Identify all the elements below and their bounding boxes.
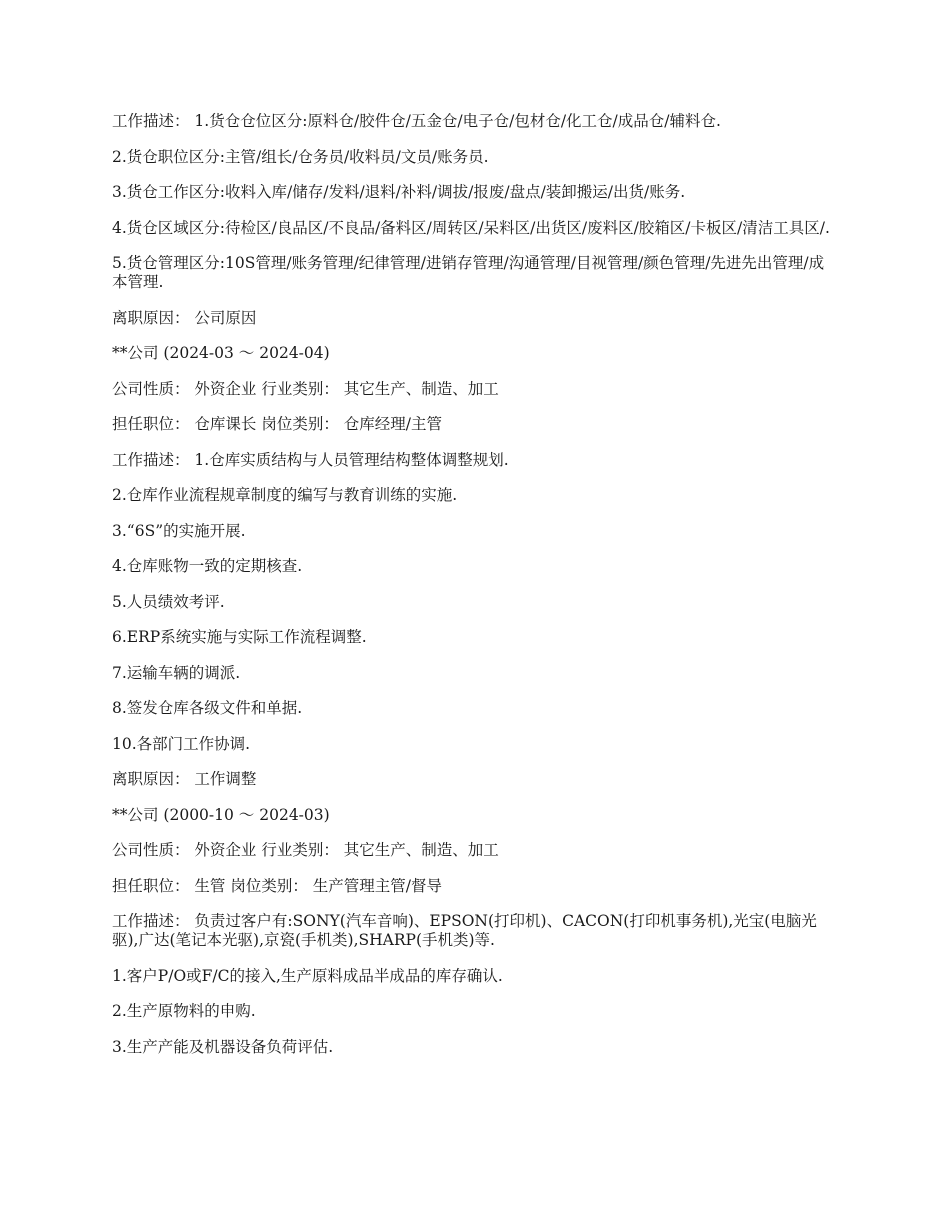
position-info: 担任职位： 仓库课长 岗位类别： 仓库经理/主管 (112, 415, 443, 433)
work-description-paragraph: 工作描述： 1.仓库实质结构与人员管理结构整体调整规划. (112, 450, 509, 469)
list-item: 5.货仓管理区分:10S管理/账务管理/纪律管理/进销存管理/沟通管理/目视管理/颜色管理/先进先出管理/成本管理. (112, 254, 825, 291)
leaving-reason: 离职原因： 公司原因 (112, 308, 257, 327)
list-item: 7.运输车辆的调派. (112, 663, 241, 682)
list-item: 3.货仓工作区分:收料入库/储存/发料/退料/补料/调拔/报废/盘点/装卸搬运/出货/账务. (112, 183, 686, 201)
company-nature: 公司性质： 外资企业 行业类别： 其它生产、制造、加工 (112, 379, 499, 398)
list-item: 2.货仓职位区分:主管/组长/仓务员/收料员/文员/账务员. (112, 147, 489, 166)
leaving-reason: 离职原因： 工作调整 (112, 770, 257, 788)
list-item: 10.各部门工作协调. (112, 734, 251, 753)
company-heading: **公司 (2000-10 ～ 2024-03) (112, 805, 330, 824)
list-item: 4.货仓区域区分:待检区/良品区/不良品/备料区/周转区/呆料区/出货区/废料区/胶箱区/卡板区/清洁工具区/. (112, 218, 830, 237)
list-item: 8.签发仓库各级文件和单据. (112, 699, 303, 717)
company-heading: **公司 (2024-03 ～ 2024-04) (112, 344, 330, 362)
list-item: 4.仓库账物一致的定期核查. (112, 557, 303, 575)
list-item: 6.ERP系统实施与实际工作流程调整. (112, 628, 367, 646)
list-item: 2.生产原物料的申购. (112, 1002, 256, 1020)
list-item: 2.仓库作业流程规章制度的编写与教育训练的实施. (112, 486, 458, 504)
work-description-paragraph: 工作描述： 1.货仓仓位区分:原料仓/胶件仓/五金仓/电子仓/包材仓/化工仓/成品仓/辅料仓. (112, 112, 721, 130)
document-body (112, 112, 836, 1073)
work-description-paragraph: 工作描述： 负责过客户有:SONY(汽车音响)、EPSON(打印机)、CACON(打印机事务机),光宝(电脑光驱),广达(笔记本光驱),京瓷(手机类),SHARP(手机类)等. (112, 912, 817, 949)
list-item: 1.客户P/O或F/C的接入,生产原料成品半成品的库存确认. (112, 966, 503, 985)
position-info: 担任职位： 生管 岗位类别： 生产管理主管/督导 (112, 876, 443, 895)
list-item: 5.人员绩效考评. (112, 592, 225, 611)
company-nature: 公司性质： 外资企业 行业类别： 其它生产、制造、加工 (112, 841, 499, 859)
list-item: 3.生产产能及机器设备负荷评估. (112, 1037, 334, 1056)
list-item: 3.“6S”的实施开展. (112, 521, 246, 540)
